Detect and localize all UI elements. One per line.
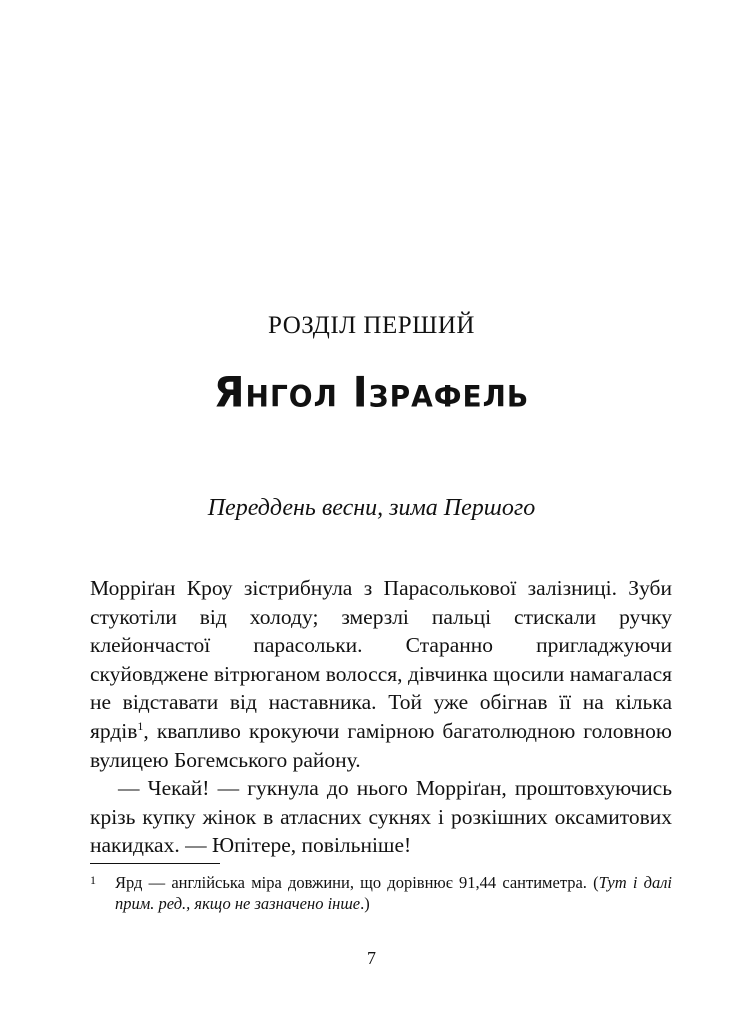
paragraph-1-text-cont: , квапливо крокуючи гамірною багатолюдною головною вулицею Богемського району. xyxy=(90,718,672,772)
footnote-italic-text: Тут і далі прим. ред., якщо не зазначено інше xyxy=(115,873,672,913)
footnote-reference: 1 xyxy=(137,718,144,733)
page-number: 7 xyxy=(367,948,376,968)
chapter-title: Янгол Ізрафель xyxy=(213,368,530,418)
footnote-number: 1 xyxy=(90,873,96,887)
body-text xyxy=(90,574,672,860)
footnote-divider xyxy=(90,863,220,864)
footnote-text: Ярд — англійська міра довжини, що дорівнює 91,44 сантиметра. ( xyxy=(115,873,599,892)
chapter-label: РОЗДІЛ ПЕРШИЙ xyxy=(268,312,475,339)
chapter-subtitle: Переддень весни, зима Першого xyxy=(207,495,536,521)
paragraph-1 xyxy=(90,574,672,774)
paragraph-2: — Чекай! — гукнула до нього Морріґан, проштовхуючись крізь купку жінок в атласних сукнях і розкішних оксамитових накидках. — Юпітере, повільніше! xyxy=(90,776,672,858)
footnote-body xyxy=(90,872,672,914)
footnote xyxy=(90,872,672,914)
footnote-closing: .) xyxy=(360,894,370,913)
paragraph-1-text: Морріґан Кроу зістрибнула з Парасолькової залізниці. Зуби стукотіли від холоду; змерзлі пальці стискали ручку клейончастої парасольки. Старанно пригладжуючи скуйовджене вітрюганом волосся, дівчинка щосили намагалася не відставати від наставника. Той уже обігнав її на кілька ярдів xyxy=(90,576,672,743)
